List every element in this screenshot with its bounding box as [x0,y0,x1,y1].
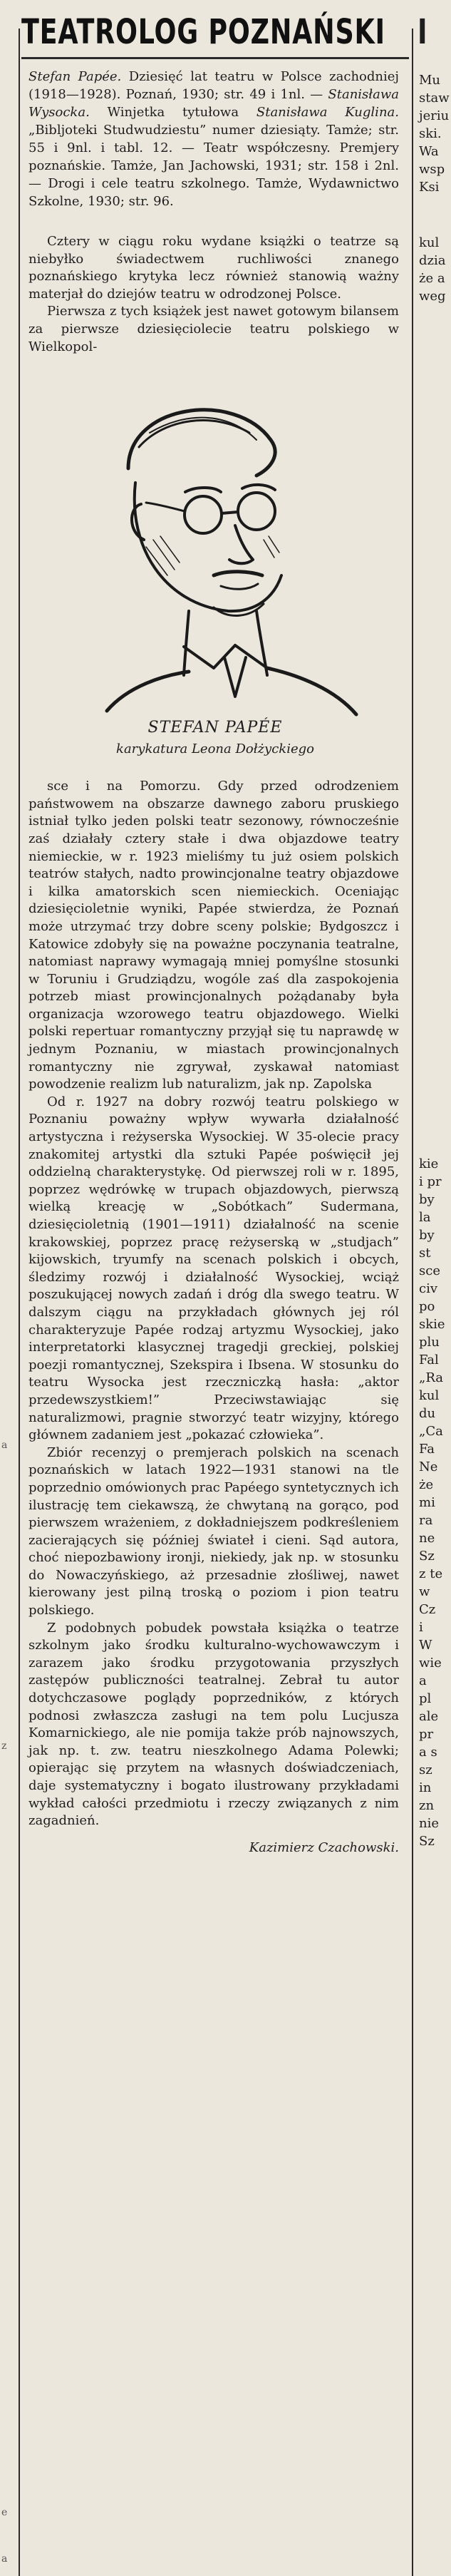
caption-name: STEFAN PAPÉE [147,719,283,737]
author-signature: Kazimierz Czachowski. [249,1839,399,1855]
adjacent-column-fragments [415,0,451,2576]
adjacent-text-fragment: st [419,1246,431,1261]
adjacent-text-fragment: wsp [419,162,445,177]
adjacent-text-fragment: Sz [419,1549,435,1564]
adjacent-heading-fragment: I [418,12,427,52]
adjacent-text-fragment: w [419,1584,430,1599]
adjacent-text-fragment: Fa [419,1442,435,1457]
bib-author: Stefan Papée. [28,69,122,84]
adjacent-text-fragment: by [419,1192,435,1207]
caricature-illustration [21,361,409,718]
left-margin-char: e [1,2507,8,2518]
adjacent-text-fragment: z te [419,1566,443,1581]
adjacent-text-fragment: zn [419,1798,435,1813]
adjacent-text-fragment: ale [419,1709,439,1724]
adjacent-text-fragment: i pr [419,1174,442,1189]
bib-text: Winjetka tytułowa [89,105,256,120]
adjacent-text-fragment: ski. [419,126,442,141]
caricature-drawing [21,361,409,718]
paragraph: Od r. 1927 na dobry rozwój teatru polskiego w Poznaniu poważny wpływ wywarła działalność artystyczna i reżyserska Wysockiej. W 35-olecie pracy znakomitej artystki dla sztuki Papée poświęcił jej oddzielną charakterystykę. Od pierwszej roli w r. 1895, poprzez wędrówkę w trupach objazdowych, pierwszą wielką kreację w „Sobótkach” Sudermana, dziesięcioletnią (1901—1911) działalność na scenie krakowskiej, poprzez pracę reżyserską w „studjach” kijowskich, tryumfy na scenach polskich i obcych, śledzimy rozwój i działalność Wysockiej, wciąż poszukującej nowych zadań i dróg dla swego teatru. W dalszym ciągu na przykładach głównych jej ról charakteryzuje Papée rodzaj artyzmu Wysockiej, jako interpretatorki klasycznej tragedji greckiej, polskiej poezji romantycznej, Szekspira i Ibsena. W stosunku do teatru Wysocka jest rzeczniczką hasła: „aktor przedewszystkiem!” Przeciwstawiając się naturalizmowi, pragnie stworzyć teatr wizyjny, którego głównem zadaniem jest „pokazać człowieka”. [28,1094,399,1443]
paragraph: Pierwsza z tych książek jest nawet gotowym bilansem za pierwsze dziesięciolecie teatru polskiego w Wielkopol- [28,304,399,354]
adjacent-text-fragment: że [419,1477,434,1492]
adjacent-text-fragment: W [419,1638,432,1653]
adjacent-text-fragment: po [419,1299,435,1314]
adjacent-text-fragment: plu [419,1335,440,1350]
bibliography [28,68,399,210]
adjacent-text-fragment: pr [419,1727,434,1742]
adjacent-text-fragment: staw [419,91,450,106]
left-margin-char: a [1,2553,8,2565]
adjacent-text-fragment: a s [419,1745,437,1760]
left-margin-fragments [0,0,19,2576]
left-margin-char: z [1,1740,7,1752]
adjacent-text-fragment: Ksi [419,180,440,195]
adjacent-text-fragment: by [419,1228,435,1243]
adjacent-text-fragment: mi [419,1495,435,1510]
adjacent-text-fragment: i [419,1620,423,1635]
title-rule [21,57,409,59]
adjacent-text-fragment: że a [419,271,445,286]
paragraph: Z podobnych pobudek powstała książka o teatrze szkolnym jako środku kulturalno-wychowawczym i zarazem jako środku przygotowania przyszłych zastępów publiczności teatralnej. Zebrał tu autor dotychczasowe poglądy poprzedników, z których podnosi zwłaszcza zasługi na tem polu Lucjusza Komarnickiego, ale nie pomija także prób najnowszych, jak np. t. zw. teatru nieszkolnego Adama Polewki; opierając się przytem na własnych doświadczeniach, daje systematyczny i bogato ilustrowany przykładami wykład całości przedmiotu i rzeczy związanych z nim zagadnień. [28,1620,399,1829]
article-title: TEATROLOG POZNAŃSKI [21,12,385,52]
adjacent-text-fragment: Mu [419,73,441,88]
adjacent-text-fragment: nie [419,1816,440,1831]
article [21,0,409,1855]
paragraph: sce i na Pomorzu. Gdy przed odrodzeniem państwowem na obszarze dawnego zaboru pruskiego istniał tylko jeden polski teatr sezonowy, równocześnie zaś działały cztery stałe i dwa objazdowe teatry niemieckie, w r. 1923 mieliśmy tu już osiem polskich teatrów stałych, nadto prowincjonalne teatry objazdowe i kilka amatorskich scen niemieckich. Oceniając dziesięcioletnie wyniki, Papée stwierdza, że Poznań może utrzymać trzy dobre sceny polskie; Bydgoszcz i Katowice zdobyły się na poważne poczynania teatralne, natomiast naprawy wymagają mniej pomyślne stosunki w Toruniu i Grudziądzu, wogóle zaś dla zaspokojenia potrzeb miast prowincjonalnych pożądanaby była organizacja wzorowego teatru objazdowego. Wielki polski repertuar romantyczny przyjął się tu naprawdę w jednym Poznaniu, w miastach prowincjonalnych romantyczny nie zgrywał, zyskawał natomiast powodzenie realizm lub naturalizm, jak np. Zapolska [28,779,399,1092]
adjacent-text-fragment: la [419,1210,431,1225]
adjacent-text-fragment: sce [419,1263,440,1278]
paragraph: Cztery w ciągu roku wydane książki o teatrze są niebyłko świadectwem ruchliwości znanego poznańskiego krytyka lecz również stanowią ważny materjał do dziejów teatru w odrodzonej Polsce. [28,234,399,302]
adjacent-text-fragment: civ [419,1281,438,1296]
adjacent-text-fragment: dzia [419,253,446,268]
adjacent-text-fragment: „Ca [419,1424,443,1439]
adjacent-text-fragment: jeriu [419,108,450,123]
adjacent-text-fragment: Fal [419,1353,439,1367]
adjacent-text-fragment: Wa [419,144,439,159]
caption-subtitle: karykatura Leona Dołżyckiego [116,742,314,757]
adjacent-text-fragment: kul [419,1388,440,1403]
adjacent-text-fragment: Sz [419,1834,435,1849]
adjacent-text-fragment: kul [419,235,440,250]
adjacent-text-fragment: in [419,1780,432,1795]
paragraph: Zbiór recenzyj o premjerach polskich na scenach poznańskich w latach 1922—1931 stanowi na tle poprzednio omówionych prac Papéego syntetycznych ich ilustrację tem ciekawszą, że chwytaną na gorąco, pod pierwszem wrażeniem, z dokładniejszem podkreśleniem zacierających się później świateł i cieni. Sąd autora, choć niepozbawiony ironji, niekiedy, jak np. w stosunku do Nowaczyńskiego, aż przesadnie złośliwej, nawet kierowany jest pilną troską o poziom i pion teatru polskiego. [28,1444,399,1618]
adjacent-text-fragment: kie [419,1156,439,1171]
adjacent-text-fragment: skie [419,1317,445,1332]
bib-text: „Bibljoteki Studwudziestu” numer dziesiąty. Tamże; str. 55 i 9nl. i tabl. 12. — Teatr współczesny. Premjery poznańskie. Tamże, Jan Jachowski, 1931; str. 158 i 2nl. — Drogi i cele teatru szkolnego. Tamże, Wydawnictwo Szkolne, 1930; str. 96. [28,123,399,209]
adjacent-text-fragment: sz [419,1762,432,1777]
bib-text: Dziesięć lat teatru w Polsce zachodniej (1918—1928). Poznań, 1930; str. 49 i 1nl. — [28,69,399,102]
adjacent-text-fragment: Ne [419,1459,438,1474]
adjacent-text-fragment: a [419,1673,427,1688]
adjacent-text-fragment: ne [419,1531,435,1546]
adjacent-text-fragment: wie [419,1656,442,1671]
adjacent-text-fragment: weg [419,289,446,304]
adjacent-text-fragment: du [419,1406,436,1421]
adjacent-text-fragment: ra [419,1513,433,1528]
adjacent-text-fragment: pl [419,1691,432,1706]
left-margin-char: a [1,1440,8,1451]
adjacent-text-fragment: Cz [419,1602,436,1617]
column-rule-right [412,29,413,2576]
bib-author: Stanisława Kuglina. [256,105,399,120]
adjacent-text-fragment: „Ra [419,1370,444,1385]
bib-author: Stanisława Wysocka. [28,87,399,120]
column-rule-left [19,29,20,2576]
